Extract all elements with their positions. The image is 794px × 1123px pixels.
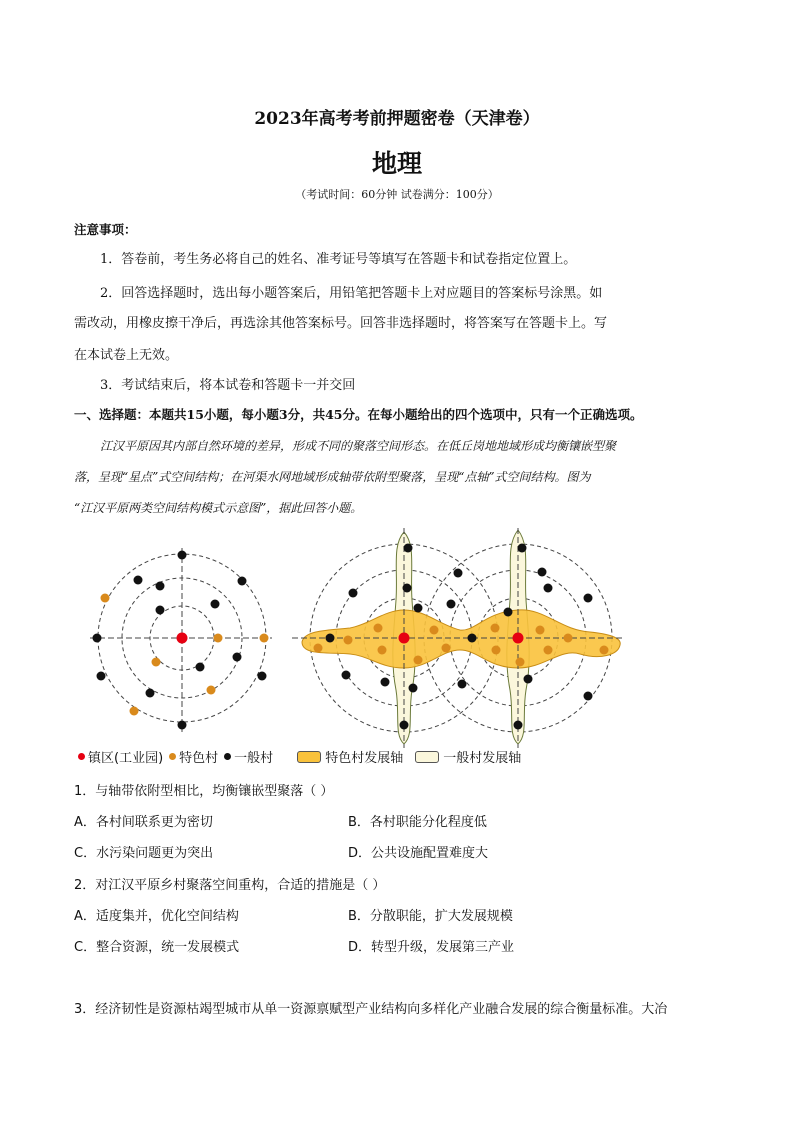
general-village-point: [518, 544, 527, 553]
general-village-point: [178, 721, 187, 730]
general-village-point: [404, 544, 413, 553]
subject-title: 地理: [371, 149, 422, 178]
legend-general: 一般村: [224, 747, 273, 766]
legend-special: 特色村: [169, 747, 218, 766]
special-village-point: [314, 644, 323, 653]
general-village-point: [584, 594, 593, 603]
intro-line: 江汉平原因其内部自然环境的差异，形成不同的聚落空间形态。在低丘岗地地域形成均衡镶嵌型聚: [100, 439, 617, 453]
general-village-point: [233, 653, 242, 662]
special-village-point: [130, 707, 139, 716]
general-village-point: [400, 721, 409, 730]
general-village-point: [93, 634, 102, 643]
question-stem: 3．经济韧性是资源枯竭型城市从单一资源禀赋型产业结构向多样化产业融合发展的综合衡量标准。大冶: [74, 1002, 668, 1017]
general-village-point: [134, 576, 143, 585]
special-village-point: [414, 656, 423, 665]
question-stem: 2．对江汉平原乡村聚落空间重构，合适的措施是（ ）: [74, 878, 386, 893]
general-village-point: [544, 584, 553, 593]
notice-line: 在本试卷上无效。: [74, 348, 179, 363]
general-village-point: [156, 582, 165, 591]
general-village-point: [211, 600, 220, 609]
special-village-point: [516, 658, 525, 667]
town-point: [513, 633, 524, 644]
general-village-point: [447, 600, 456, 609]
general-village-point: [342, 671, 351, 680]
general-village-point: [178, 551, 187, 560]
section-heading: 一、选择题：本题共15小题，每小题3分，共45分。在每小题给出的四个选项中，只有一个正确选项。: [74, 407, 643, 422]
notice-heading: 注意事项：: [74, 222, 137, 237]
option: A．适度集并，优化空间结构: [74, 909, 239, 924]
general-village-point: [468, 634, 477, 643]
special-village-point: [101, 594, 110, 603]
option: C．整合资源，统一发展模式: [74, 940, 240, 955]
town-point: [399, 633, 410, 644]
general-village-point: [584, 692, 593, 701]
notice-line: 2．回答选择题时，选出每小题答案后，用铅笔把答题卡上对应题目的答案标号涂黑。如: [100, 286, 603, 301]
general-village-point: [409, 684, 418, 693]
special-village-point: [152, 658, 161, 667]
general-village-point: [514, 721, 523, 730]
special-village-point: [492, 646, 501, 655]
legend-special-axis: 特色村发展轴: [297, 747, 403, 766]
general-village-point: [97, 672, 106, 681]
special-village-point: [260, 634, 269, 643]
general-village-point: [146, 689, 155, 698]
general-village-point: [414, 604, 423, 613]
legend-town: 镇区(工业园): [78, 747, 163, 766]
special-axis-swatch-icon: [297, 751, 321, 763]
option: C．水污染问题更为突出: [74, 846, 214, 861]
question-stem: 1．与轴带依附型相比，均衡镶嵌型聚落（ ）: [74, 784, 334, 799]
special-village-point: [544, 646, 553, 655]
town-point: [177, 633, 188, 644]
general-village-point: [524, 675, 533, 684]
exam-info: （考试时间：60分钟 试卷满分：100分）: [295, 188, 499, 201]
general-village-point: [454, 569, 463, 578]
notice-line: 需改动，用橡皮擦干净后，再选涂其他答案标号。回答非选择题时，将答案写在答题卡上。写: [74, 316, 608, 331]
special-village-point: [378, 646, 387, 655]
special-village-point: [491, 624, 500, 633]
general-village-point: [403, 584, 412, 593]
option: D．公共设施配置难度大: [348, 846, 489, 861]
option: D．转型升级，发展第三产业: [348, 940, 515, 955]
general-village-point: [196, 663, 205, 672]
exam-title: 2023年高考考前押题密卷（天津卷）: [254, 109, 540, 129]
general-village-point: [504, 608, 513, 617]
notice-line: 3．考试结束后，将本试卷和答题卡一并交回: [100, 378, 356, 393]
special-village-point: [207, 686, 216, 695]
option: B．各村职能分化程度低: [348, 815, 487, 830]
general-village-point: [258, 672, 267, 681]
special-village-point: [374, 624, 383, 633]
option: B．分散职能，扩大发展规模: [348, 909, 513, 924]
figure-legend: [78, 747, 527, 766]
intro-line: “江汉平原两类空间结构模式示意图”，据此回答小题。: [74, 501, 363, 515]
town-dot-icon: [78, 753, 85, 760]
general-village-point: [381, 678, 390, 687]
general-village-point: [238, 577, 247, 586]
general-axis-swatch-icon: [415, 751, 439, 763]
general-village-point: [156, 606, 165, 615]
general-village-point: [326, 634, 335, 643]
option: A．各村间联系更为密切: [74, 815, 213, 830]
special-village-point: [442, 644, 451, 653]
general-village-point: [538, 568, 547, 577]
special-village-point: [430, 626, 439, 635]
special-village-point: [536, 626, 545, 635]
special-village-point: [344, 636, 353, 645]
general-village-point: [349, 589, 358, 598]
notice-line: 1．答卷前，考生务必将自己的姓名、准考证号等填写在答题卡和试卷指定位置上。: [100, 252, 577, 267]
special-village-dot-icon: [169, 753, 176, 760]
point-axis-diagram: [292, 528, 625, 748]
general-village-point: [458, 680, 467, 689]
special-village-point: [214, 634, 223, 643]
general-village-dot-icon: [224, 753, 231, 760]
intro-line: 落，呈现“星点”式空间结构；在河渠水网地域形成轴带依附型聚落，呈现“点轴”式空间结构。图为: [74, 470, 591, 484]
special-village-point: [564, 634, 573, 643]
legend-general-axis: 一般村发展轴: [415, 747, 521, 766]
special-village-point: [600, 646, 609, 655]
